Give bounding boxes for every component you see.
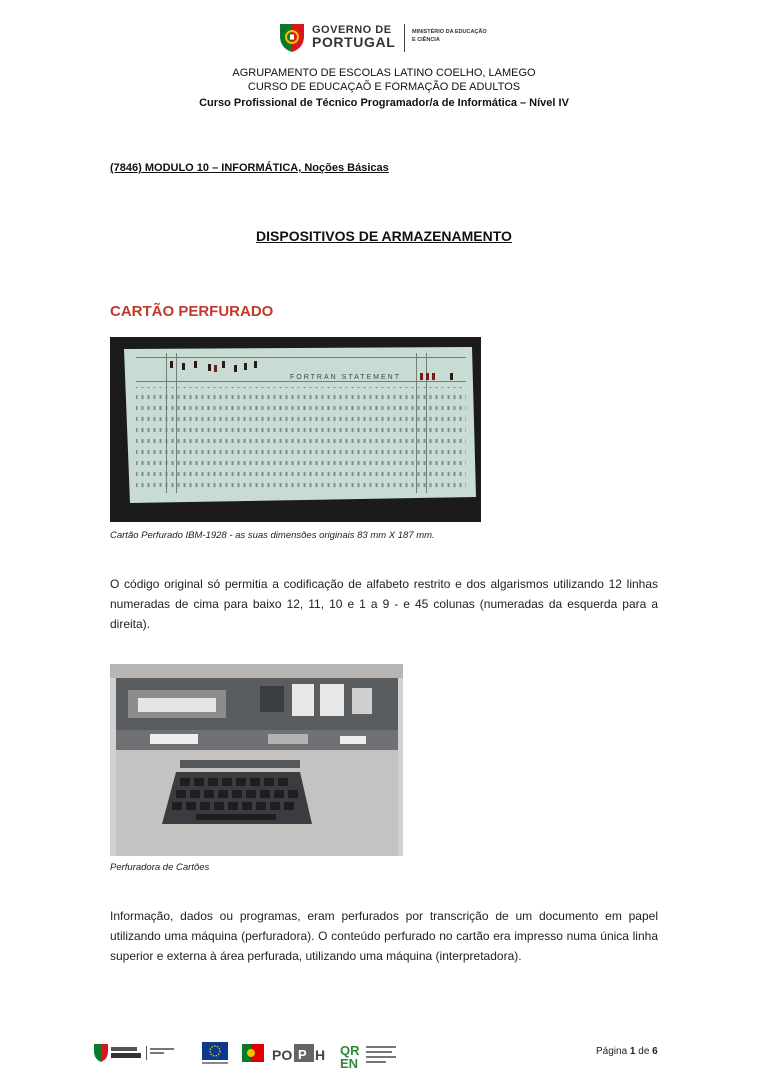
svg-text:H: H	[315, 1047, 326, 1063]
portugal-flag-icon	[242, 1044, 264, 1062]
card-label: FORTRAN STATEMENT	[290, 374, 401, 381]
figure2-caption: Perfuradora de Cartões	[110, 862, 210, 873]
paragraph-2: Informação, dados ou programas, eram perfurados por transcrição de um documento em papel utilizando uma máquina (perfuradora). O conteúdo perfurado no cartão era impresso numa única linha superior e externa à área perfurada, utilizando uma máquina (interpretadora).	[110, 909, 658, 963]
figure1-caption: Cartão Perfurado IBM-1928 - as suas dimensões originais 83 mm X 187 mm.	[110, 530, 435, 541]
ministry-line2: E CIÊNCIA	[412, 37, 440, 43]
course-name: Curso Profissional de Técnico Programador/a de Informática – Nível IV	[199, 97, 569, 109]
logo-divider	[404, 24, 405, 52]
page-number	[596, 1046, 658, 1057]
punch-card-illustration	[110, 337, 481, 522]
page-of: de	[638, 1046, 650, 1057]
footer-logos-illustration	[92, 1040, 422, 1070]
portugal-shield-icon	[276, 22, 308, 54]
footer-gov-logo-icon	[94, 1044, 174, 1062]
punch-card-photo	[110, 337, 481, 522]
course-type: CURSO DE EDUCAÇAÕ E FORMAÇÃO DE ADULTOS	[247, 81, 521, 93]
card-puncher-illustration	[110, 664, 403, 856]
qren-logo-icon	[340, 1043, 396, 1070]
footer-logos	[92, 1040, 422, 1070]
logo-line1: GOVERNO DE	[312, 24, 392, 36]
logo-text	[312, 24, 395, 48]
eu-flag-icon	[202, 1042, 228, 1064]
header-logo	[276, 22, 506, 56]
svg-text:QR: QR	[340, 1043, 360, 1058]
logo-line2: PORTUGAL	[312, 34, 396, 50]
page-current: 1	[629, 1046, 636, 1057]
svg-text:P: P	[298, 1047, 307, 1062]
section-heading: CARTÃO PERFURADO	[110, 303, 274, 320]
svg-text:EN: EN	[340, 1056, 359, 1070]
svg-text:PO: PO	[272, 1047, 293, 1063]
school-name: AGRUPAMENTO DE ESCOLAS LATINO COELHO, LAMEGO	[232, 67, 536, 79]
page-label: Página	[596, 1046, 628, 1057]
ministry-text	[412, 28, 487, 44]
page-title: DISPOSITIVOS DE ARMAZENAMENTO	[256, 228, 512, 244]
paragraph-1: O código original só permitia a codificação de alfabeto restrito e dos algarismos utilizando 12 linhas numeradas de cima para baixo 12, 11, 10 e 1 a 9 - e 45 colunas (numeradas da esquerda para a direita).	[110, 577, 658, 631]
ministry-line1: MINISTÉRIO DA EDUCAÇÃO	[412, 29, 487, 35]
page-total: 6	[652, 1046, 658, 1057]
card-puncher-photo	[110, 664, 403, 856]
poph-logo-icon	[272, 1044, 325, 1063]
module-title: (7846) MODULO 10 – INFORMÁTICA, Noções Básicas	[110, 162, 389, 174]
